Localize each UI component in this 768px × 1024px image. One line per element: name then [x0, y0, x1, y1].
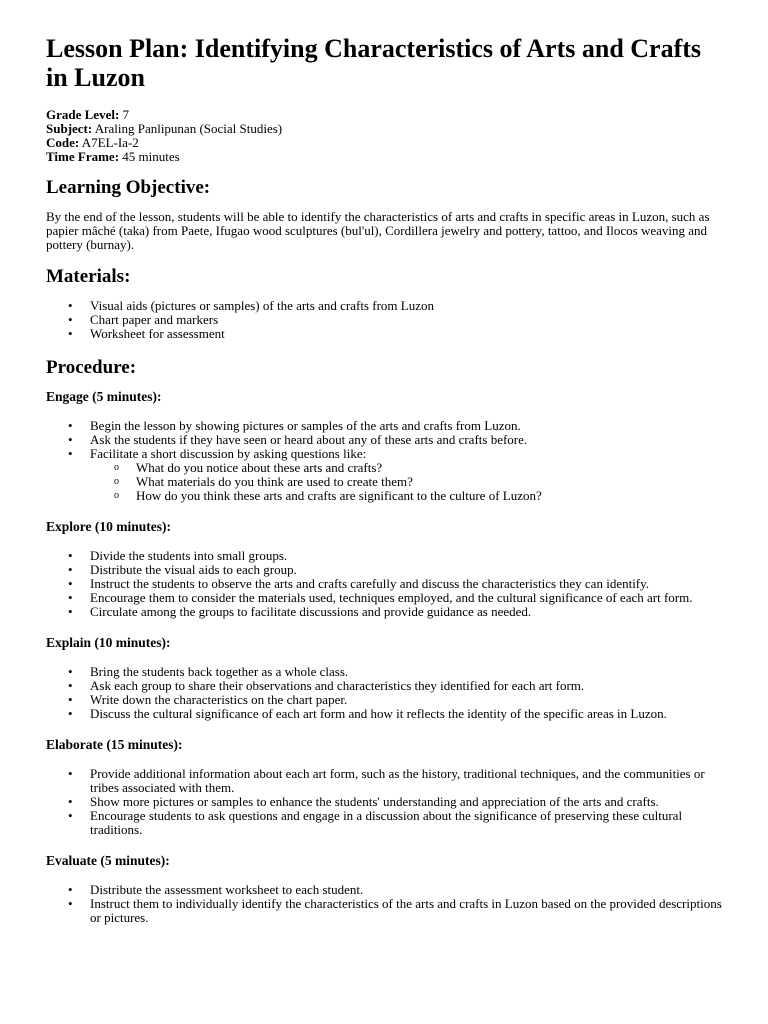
list-item-text: Instruct the students to observe the arts and crafts carefully and discuss the characteristics they can identify. [90, 576, 650, 591]
bullet-icon: • [68, 678, 73, 693]
objective-heading: Learning Objective: [46, 177, 211, 198]
bullet-icon: • [68, 706, 73, 721]
list-item-text: Facilitate a short discussion by asking questions like: [90, 446, 367, 461]
list-item [46, 767, 728, 795]
page-title: Lesson Plan: Identifying Characteristics of Arts and Crafts in Luzon [46, 34, 702, 92]
explain-heading: Explain (10 minutes): [46, 635, 171, 650]
list-item [46, 447, 728, 503]
procedure-heading: Procedure: [46, 357, 137, 378]
list-item [46, 679, 728, 693]
sub-list-item [90, 475, 728, 489]
list-item [46, 577, 728, 591]
list-item-text: Circulate among the groups to facilitate discussions and provide guidance as needed. [90, 604, 532, 619]
list-item [46, 433, 728, 447]
explore-heading: Explore (10 minutes): [46, 519, 171, 534]
bullet-icon: • [68, 576, 73, 591]
bullet-icon: • [68, 664, 73, 679]
meta-label: Subject: [46, 121, 93, 136]
list-item [46, 665, 728, 679]
list-item-text: Chart paper and markers [90, 312, 219, 327]
meta-subject [46, 122, 728, 136]
meta-value: A7EL-Ia-2 [79, 135, 139, 150]
materials-list [46, 299, 728, 341]
list-item-text: Show more pictures or samples to enhance the students' understanding and appreciation of the arts and crafts. [90, 794, 659, 809]
list-item-text: Encourage them to consider the materials used, techniques employed, and the cultural significance of each art form. [90, 590, 693, 605]
meta-code [46, 136, 728, 150]
elaborate-list [46, 767, 728, 837]
list-item-text: Instruct them to individually identify the characteristics of the arts and crafts in Luzon based on the provided descriptions or pictures. [90, 896, 722, 925]
meta-value: Araling Panlipunan (Social Studies) [92, 121, 283, 136]
objective-text: By the end of the lesson, students will be able to identify the characteristics of arts and crafts in specific areas in Luzon, such as papier mâché (taka) from Paete, Ifugao wood sculptures (bul'ul), Cordillera jewelry and pottery, tattoo, and Ilocos weaving and pottery (burnay). [46, 209, 710, 252]
bullet-icon: • [68, 882, 73, 897]
bullet-icon: • [68, 896, 73, 911]
list-item [46, 795, 728, 809]
list-item [46, 693, 728, 707]
explain-list [46, 665, 728, 721]
circle-bullet-icon: o [114, 462, 119, 473]
sub-list-item-text: What do you notice about these arts and crafts? [136, 460, 383, 475]
list-item-text: Write down the characteristics on the chart paper. [90, 692, 348, 707]
list-item-text: Worksheet for assessment [90, 326, 225, 341]
meta-time-frame [46, 150, 728, 164]
sub-list-item-text: What materials do you think are used to create them? [136, 474, 413, 489]
explore-list [46, 549, 728, 619]
list-item [46, 549, 728, 563]
circle-bullet-icon: o [114, 490, 119, 501]
list-item [46, 883, 728, 897]
list-item [46, 299, 728, 313]
list-item-text: Distribute the assessment worksheet to each student. [90, 882, 364, 897]
list-item-text: Provide additional information about each art form, such as the history, traditional techniques, and the communities or tribes associated with them. [90, 766, 705, 795]
list-item [46, 327, 728, 341]
bullet-icon: • [68, 446, 73, 461]
engage-list [46, 419, 728, 503]
list-item [46, 809, 728, 837]
meta-label: Code: [46, 135, 80, 150]
list-item [46, 707, 728, 721]
lesson-meta [46, 108, 728, 164]
bullet-icon: • [68, 548, 73, 563]
list-item [46, 563, 728, 577]
list-item [46, 419, 728, 433]
sub-list-item-text: How do you think these arts and crafts are significant to the culture of Luzon? [136, 488, 542, 503]
bullet-icon: • [68, 590, 73, 605]
bullet-icon: • [68, 312, 73, 327]
list-item-text: Divide the students into small groups. [90, 548, 288, 563]
list-item [46, 313, 728, 327]
bullet-icon: • [68, 418, 73, 433]
list-item [46, 897, 728, 925]
list-item-text: Ask each group to share their observations and characteristics they identified for each art form. [90, 678, 585, 693]
list-item-text: Begin the lesson by showing pictures or samples of the arts and crafts from Luzon. [90, 418, 521, 433]
engage-questions-list [90, 461, 728, 503]
bullet-icon: • [68, 326, 73, 341]
bullet-icon: • [68, 562, 73, 577]
sub-list-item [90, 489, 728, 503]
list-item [46, 591, 728, 605]
bullet-icon: • [68, 808, 73, 823]
meta-value: 7 [119, 107, 130, 122]
bullet-icon: • [68, 692, 73, 707]
list-item-text: Visual aids (pictures or samples) of the arts and crafts from Luzon [90, 298, 434, 313]
bullet-icon: • [68, 298, 73, 313]
circle-bullet-icon: o [114, 476, 119, 487]
meta-label: Grade Level: [46, 107, 120, 122]
meta-grade-level [46, 108, 728, 122]
list-item [46, 605, 728, 619]
bullet-icon: • [68, 432, 73, 447]
evaluate-list [46, 883, 728, 925]
list-item-text: Ask the students if they have seen or heard about any of these arts and crafts before. [90, 432, 528, 447]
sub-list-item [90, 461, 728, 475]
evaluate-heading: Evaluate (5 minutes): [46, 853, 170, 868]
meta-value: 45 minutes [119, 149, 180, 164]
engage-heading: Engage (5 minutes): [46, 389, 162, 404]
bullet-icon: • [68, 794, 73, 809]
list-item-text: Encourage students to ask questions and engage in a discussion about the significance of preserving these cultural traditions. [90, 808, 683, 837]
bullet-icon: • [68, 766, 73, 781]
list-item-text: Distribute the visual aids to each group. [90, 562, 297, 577]
bullet-icon: • [68, 604, 73, 619]
elaborate-heading: Elaborate (15 minutes): [46, 737, 183, 752]
materials-heading: Materials: [46, 266, 131, 287]
meta-label: Time Frame: [46, 149, 120, 164]
list-item-text: Bring the students back together as a whole class. [90, 664, 349, 679]
list-item-text: Discuss the cultural significance of each art form and how it reflects the identity of the specific areas in Luzon. [90, 706, 667, 721]
